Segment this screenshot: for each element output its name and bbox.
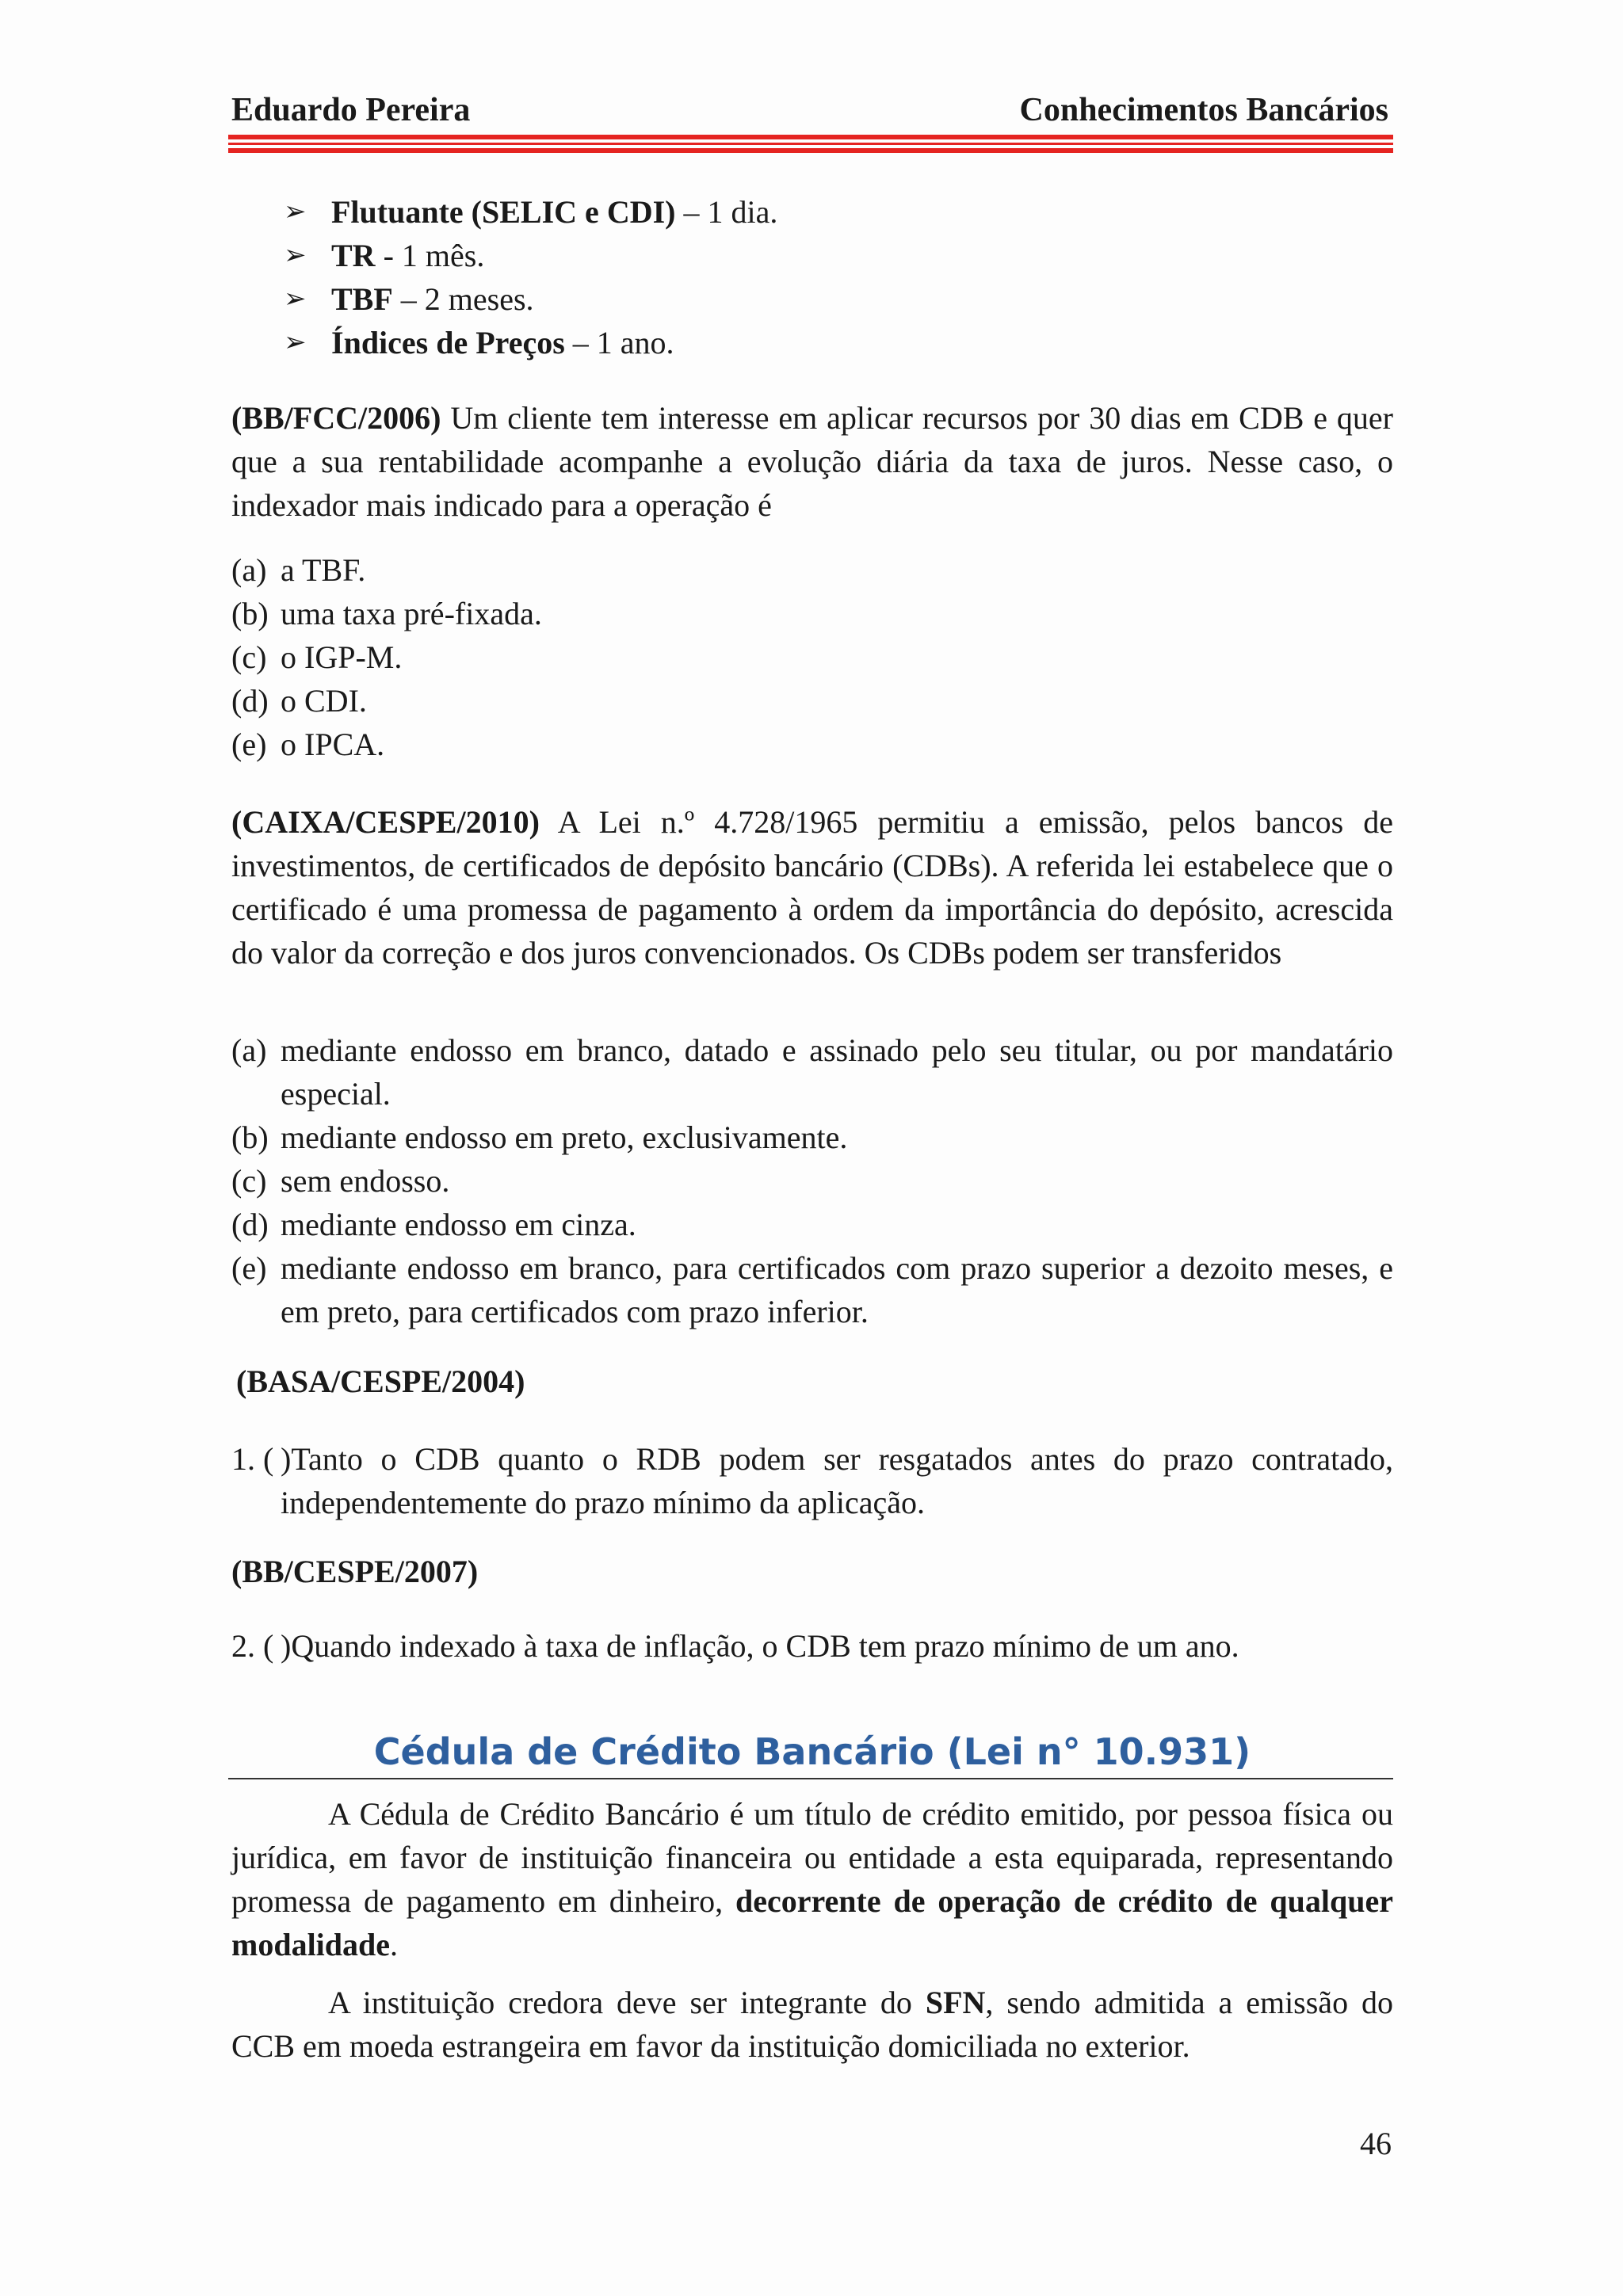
option-text: sem endosso. xyxy=(281,1163,450,1199)
option-label: (a) xyxy=(231,552,267,588)
item-text: )Quando indexado à taxa de inflação, o CDB tem prazo mínimo de um ano. xyxy=(281,1628,1239,1664)
arrow-bullet-icon: ➢ xyxy=(284,283,307,315)
option-text: mediante endosso em branco, para certificados com prazo superior a dezoito meses, e em preto, para certificados com prazo inferior. xyxy=(281,1250,1393,1329)
question-text: Um cliente tem interesse em aplicar recursos por 30 dias em CDB e quer que a sua rentabilidade acompanhe a evolução diária da taxa de juros. Nesse caso, o indexador mais indicado para a operação é xyxy=(231,400,1393,523)
header-rule xyxy=(228,143,1393,145)
question-statement xyxy=(231,800,1393,974)
header-rule xyxy=(228,148,1393,153)
arrow-bullet-icon: ➢ xyxy=(284,239,307,271)
item-number: 1. ( xyxy=(231,1441,274,1477)
option-text: o CDI. xyxy=(281,683,367,719)
item-number: 2. ( xyxy=(231,1628,274,1664)
option-label: (b) xyxy=(231,1119,269,1155)
paragraph-text: A Cédula de Crédito Bancário é um título de crédito emitido, por pessoa física ou jurídica, em favor de instituição financeira ou entidade a esta equiparada, representando promessa de pagamento em dinheiro, xyxy=(231,1796,1393,1919)
question-statement xyxy=(231,396,1393,527)
option-text: o IGP-M. xyxy=(281,639,403,675)
bullet-text: – 1 ano. xyxy=(564,325,674,360)
arrow-bullet-icon: ➢ xyxy=(284,196,307,227)
question-source: (BB/FCC/2006) xyxy=(231,400,441,436)
paragraph-text: A instituição credora deve ser integrante do xyxy=(328,1985,926,2020)
paragraph-emphasis: decorrente de operação de crédito de qualquer modalidade xyxy=(231,1883,1394,1962)
option-label: (c) xyxy=(231,639,267,675)
option-label: (e) xyxy=(231,1250,267,1286)
option-text: mediante endosso em branco, datado e assinado pelo seu titular, ou por mandatário especial. xyxy=(281,1032,1393,1112)
header-rule xyxy=(228,135,1393,139)
bullet-term: TR xyxy=(331,238,376,273)
option-label: (d) xyxy=(231,683,269,719)
option-label: (a) xyxy=(231,1032,267,1068)
paragraph-text: , sendo admitida a emissão do CCB em moeda estrangeira em favor da instituição domiciliada no exterior. xyxy=(231,1985,1393,2064)
bullet-text: – 1 dia. xyxy=(675,194,778,230)
paragraph-text: . xyxy=(390,1927,399,1962)
bullet-term: TBF xyxy=(331,281,393,317)
question-source: (BB/CESPE/2007) xyxy=(231,1554,479,1589)
header-subject: Conhecimentos Bancários xyxy=(1019,92,1388,128)
question-source: (CAIXA/CESPE/2010) xyxy=(231,804,540,840)
section-title: Cédula de Crédito Bancário (Lei n° 10.931) xyxy=(373,1730,1251,1773)
option-text: uma taxa pré-fixada. xyxy=(281,596,542,631)
paragraph-emphasis: SFN xyxy=(925,1985,986,2020)
bullet-term: Índices de Preços xyxy=(331,325,565,360)
section-rule xyxy=(228,1778,1393,1779)
option-text: o IPCA. xyxy=(281,727,385,762)
arrow-bullet-icon: ➢ xyxy=(284,326,307,358)
bullet-text: - 1 mês. xyxy=(375,238,485,273)
bullet-term: Flutuante (SELIC e CDI) xyxy=(331,194,676,230)
section-paragraph xyxy=(231,1792,1393,1966)
option-text: a TBF. xyxy=(281,552,366,588)
question-text: A Lei n.º 4.728/1965 permitiu a emissão, pelos bancos de investimentos, de certificados de depósito bancário (CDBs). A referida lei estabelece que o certificado é uma promessa de pagamento à ordem da importância do depósito, acrescida do valor da correção e dos juros convencionados. Os CDBs podem ser transferidos xyxy=(231,804,1393,971)
item-text: )Tanto o CDB quanto o RDB podem ser resgatados antes do prazo contratado, independentemente do prazo mínimo da aplicação. xyxy=(281,1441,1393,1520)
option-label: (c) xyxy=(231,1163,267,1199)
page-number: 46 xyxy=(1360,2126,1392,2161)
option-label: (e) xyxy=(231,727,267,762)
header-author: Eduardo Pereira xyxy=(231,92,471,128)
option-text: mediante endosso em preto, exclusivamente. xyxy=(281,1119,848,1155)
bullet-text: – 2 meses. xyxy=(392,281,534,317)
question-source: (BASA/CESPE/2004) xyxy=(236,1363,525,1399)
option-label: (d) xyxy=(231,1207,269,1242)
section-paragraph xyxy=(231,1981,1393,2068)
option-text: mediante endosso em cinza. xyxy=(281,1207,636,1242)
option-label: (b) xyxy=(231,596,269,631)
